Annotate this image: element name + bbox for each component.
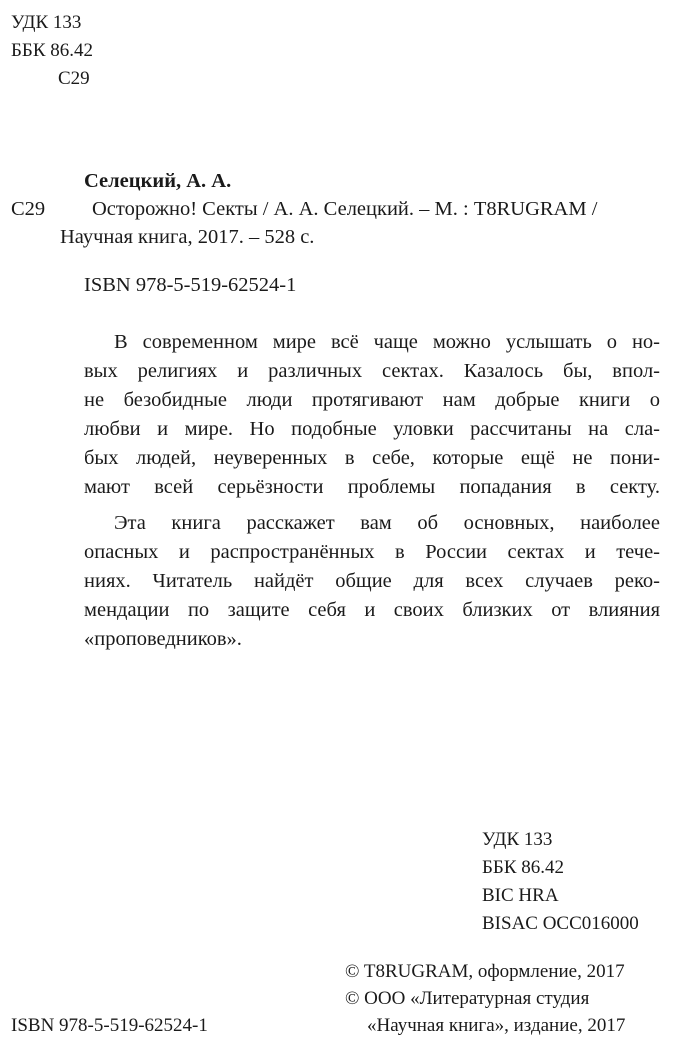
top-author-mark: С29 — [58, 68, 90, 89]
annotation-line: В современном мире всё чаще можно услышать о но- — [114, 331, 660, 353]
catalog-isbn: ISBN 978-5-519-62524-1 — [84, 274, 297, 296]
catalog-author-mark: С29 — [11, 198, 46, 220]
top-udk-code: УДК 133 — [11, 12, 82, 33]
annotation-line: мендации по защите себя и своих близких от влияния — [84, 599, 660, 621]
annotation-line: мают всей серьёзности проблемы попадания в секту. — [84, 476, 660, 498]
annotation-line: бых людей, неуверенных в себе, которые ещё не пони- — [84, 447, 660, 469]
annotation-line: не безобидные люди протягивают нам добрые книги о — [84, 389, 660, 411]
annotation-line: вых религиях и различных сектах. Казалось бы, впол- — [84, 360, 660, 382]
footer-isbn: ISBN 978-5-519-62524-1 — [11, 1015, 208, 1036]
annotation-line: ниях. Читатель найдёт общие для всех случаев реко- — [84, 570, 660, 592]
annotation-line: опасных и распространённых в России сектах и тече- — [84, 541, 660, 563]
bottom-udk-code: УДК 133 — [482, 829, 553, 850]
annotation-line: «проповедников». — [84, 628, 242, 650]
copyright-edition: «Научная книга», издание, 2017 — [367, 1015, 626, 1036]
top-bbk-code: ББК 86.42 — [11, 40, 93, 61]
catalog-description-line: Научная книга, 2017. – 528 с. — [60, 226, 315, 248]
copyright-design: © T8RUGRAM, оформление, 2017 — [345, 961, 625, 982]
annotation-line: Эта книга расскажет вам об основных, наиболее — [114, 512, 660, 534]
copyright-publisher: © ООО «Литературная студия — [345, 988, 590, 1009]
catalog-description-line: Осторожно! Секты / А. А. Селецкий. – М. : T8RUGRAM / — [92, 198, 598, 220]
bottom-bisac-code: BISAC OCC016000 — [482, 913, 639, 934]
annotation-line: любви и мире. Но подобные уловки рассчитаны на сла- — [84, 418, 660, 440]
bottom-bic-code: BIC HRA — [482, 885, 559, 906]
bottom-bbk-code: ББК 86.42 — [482, 857, 564, 878]
author-heading: Селецкий, А. А. — [84, 170, 232, 192]
